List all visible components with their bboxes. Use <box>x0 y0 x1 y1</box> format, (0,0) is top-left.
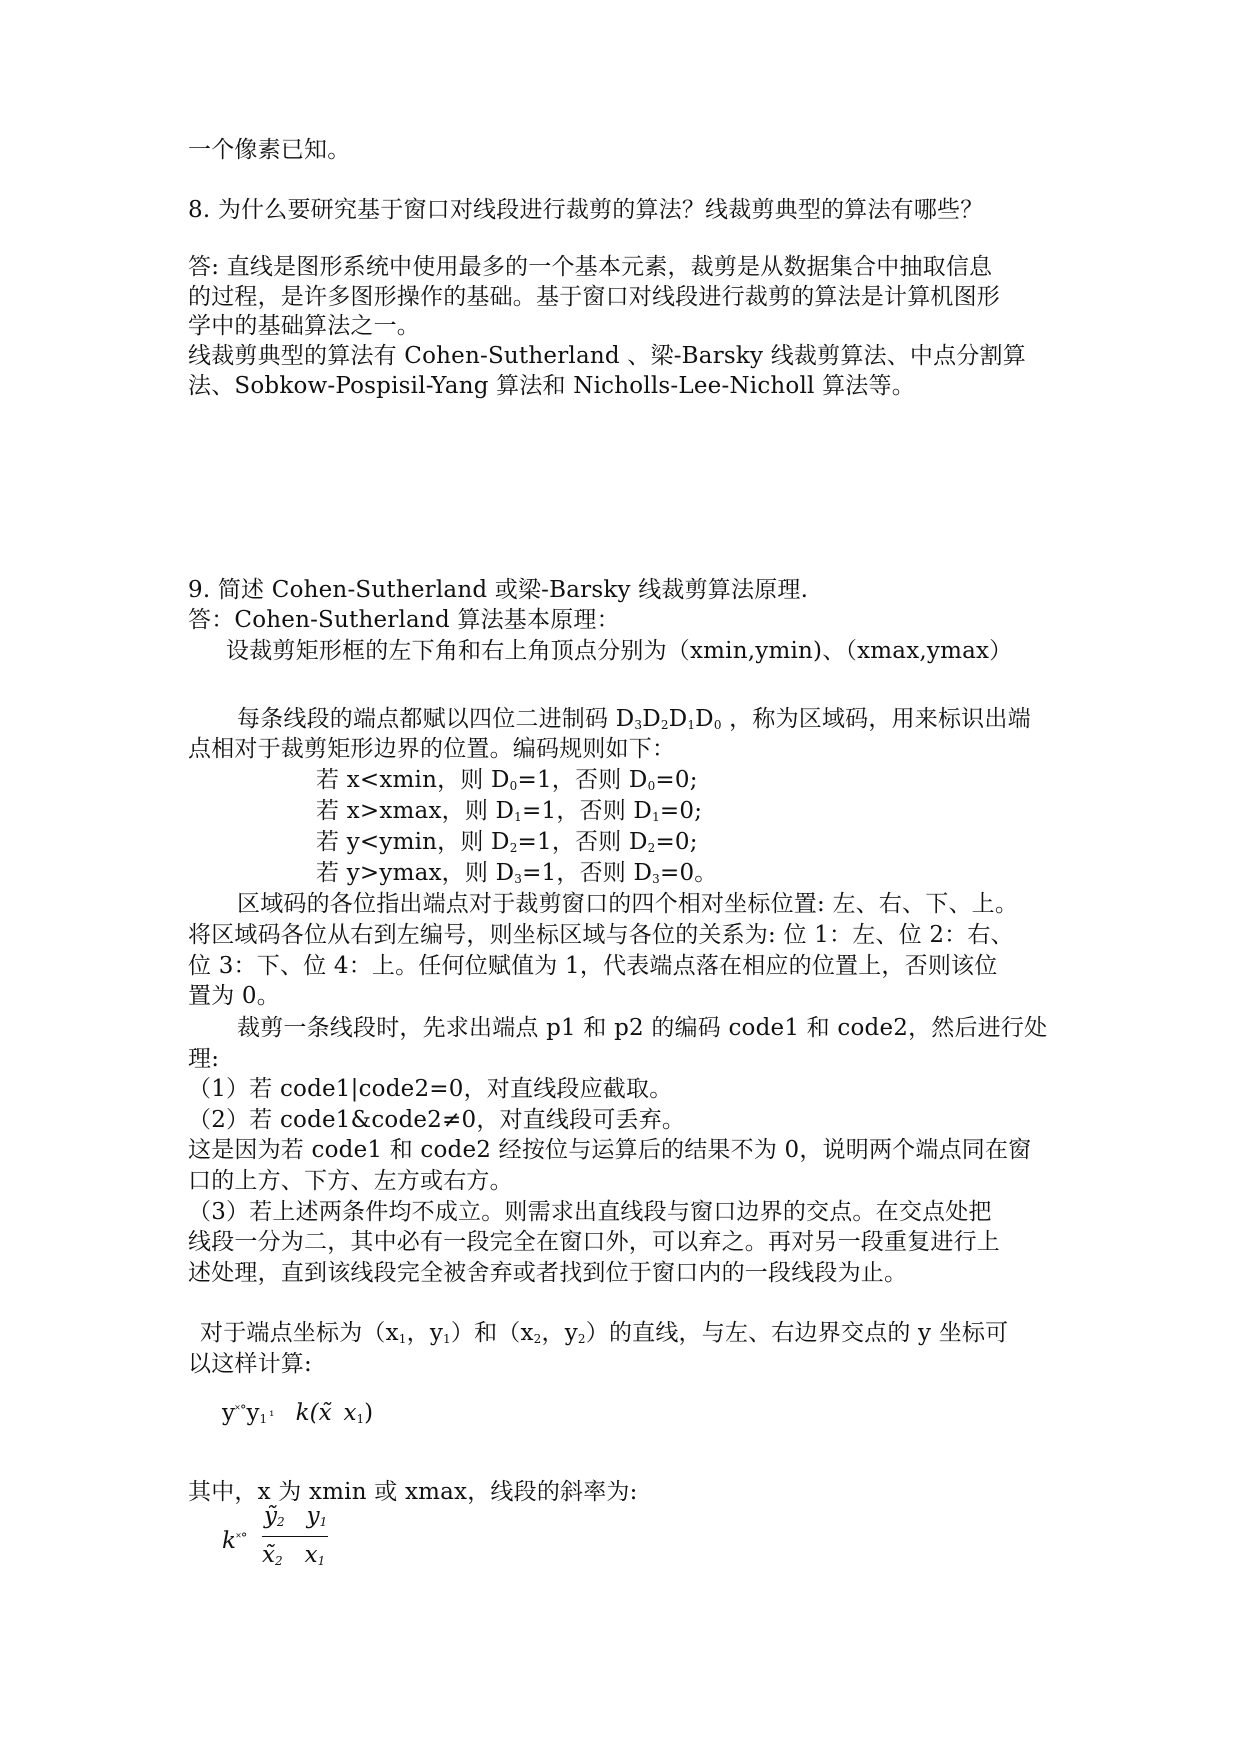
text-line: 这是因为若 code1 和 code2 经按位与运算后的结果不为 0，说明两个端点同在窗 <box>188 1137 1032 1163</box>
answer-9-line: 设裁剪矩形框的左下角和右上角顶点分别为（xmin,ymin)、（xmax,ymax） <box>226 638 1013 664</box>
text-line: 理: <box>188 1046 220 1072</box>
text-line: 口的上方、下方、左方或右方。 <box>188 1168 513 1194</box>
text-line: 置为 0。 <box>188 983 280 1009</box>
rule-1: 若 x<xmin，则 $D_0=1$，否则 $D_0=0$; <box>316 767 698 793</box>
text-line: 一个像素已知。 <box>188 137 351 163</box>
text-line: 位 3：下、位 4：上。任何位赋值为 1，代表端点落在相应的位置上，否则该位 <box>188 953 998 979</box>
case-3: （3）若上述两条件均不成立。则需求出直线段与窗口边界的交点。在交点处把 <box>188 1199 992 1225</box>
text-line: 其中，x 为 xmin 或 xmax，线段的斜率为: <box>188 1479 638 1505</box>
answer-8-line-4: 线裁剪典型的算法有 Cohen-Sutherland 、梁-Barsky 线裁剪算法、中点分割算 <box>188 343 1026 369</box>
case-2: （2）若 code1&code2≠0，对直线段可丢弃。 <box>188 1107 686 1133</box>
equation-y: $y^{˟^\circ}y_1$ ¹ k(x̃ $x_1$) <box>222 1400 374 1426</box>
fraction-numerator: $ỹ_2$ $y_1$ <box>264 1503 328 1529</box>
equation-k: k˟° <box>222 1528 248 1554</box>
text-line: 述处理，直到该线段完全被舍弃或者找到位于窗口内的一段线段为止。 <box>188 1260 908 1286</box>
text-line: 点相对于裁剪矩形边界的位置。编码规则如下： <box>188 736 676 762</box>
fraction-bar <box>262 1536 328 1537</box>
text-line: 将区域码各位从右到左编号，则坐标区域与各位的关系为: 位 1：左、位 2：右、 <box>188 922 1014 948</box>
rule-2: 若 x>xmax，则 $D_1=1$，否则 $D_1=0$; <box>316 798 703 824</box>
answer-8-line-1: 答: 直线是图形系统中使用最多的一个基本元素，裁剪是从数据集合中抽取信息 <box>188 254 993 280</box>
answer-8-line-3: 学中的基础算法之一。 <box>188 313 420 339</box>
rule-3: 若 y<ymin，则 $D_2=1$，否则 $D_2=0$; <box>316 829 698 855</box>
fraction-denominator: $x̃_2$ $x_1$ <box>262 1542 326 1568</box>
question-8: 8. 为什么要研究基于窗口对线段进行裁剪的算法？线裁剪典型的算法有哪些？ <box>188 197 984 223</box>
text-line: 裁剪一条线段时，先求出端点 p1 和 p2 的编码 code1 和 code2，然后进行处 <box>237 1015 1048 1041</box>
text-line: 以这样计算: <box>188 1351 312 1377</box>
text-line: 区域码的各位指出端点对于裁剪窗口的四个相对坐标位置: 左、右、下、上。 <box>237 891 1019 917</box>
case-1: （1）若 code1|code2=0，对直线段应截取。 <box>188 1076 673 1102</box>
text-line: 线段一分为二，其中必有一段完全在窗口外，可以弃之。再对另一段重复进行上 <box>188 1229 1000 1255</box>
question-9: 9. 简述 Cohen-Sutherland 或梁-Barsky 线裁剪算法原理. <box>188 577 809 603</box>
region-code-intro: 每条线段的端点都赋以四位二进制码 $D_3D_2D_1D_0$ ，称为区域码，用来标识出端 <box>237 706 1031 732</box>
intersection-intro: 对于端点坐标为（$x_1$，$y_1$）和（$x_2$，$y_2$）的直线，与左、右边界交点的 y 坐标可 <box>200 1320 1009 1346</box>
answer-8-line-2: 的过程，是许多图形操作的基础。基于窗口对线段进行裁剪的算法是计算机图形 <box>188 284 1000 310</box>
answer-8-line-5: 法、Sobkow-Pospisil-Yang 算法和 Nicholls-Lee-Nicholl 算法等。 <box>188 373 915 399</box>
rule-4: 若 y>ymax，则 $D_3=1$，否则 $D_3=0$。 <box>316 860 718 886</box>
answer-9-heading: 答：Cohen-Sutherland 算法基本原理： <box>188 607 620 633</box>
